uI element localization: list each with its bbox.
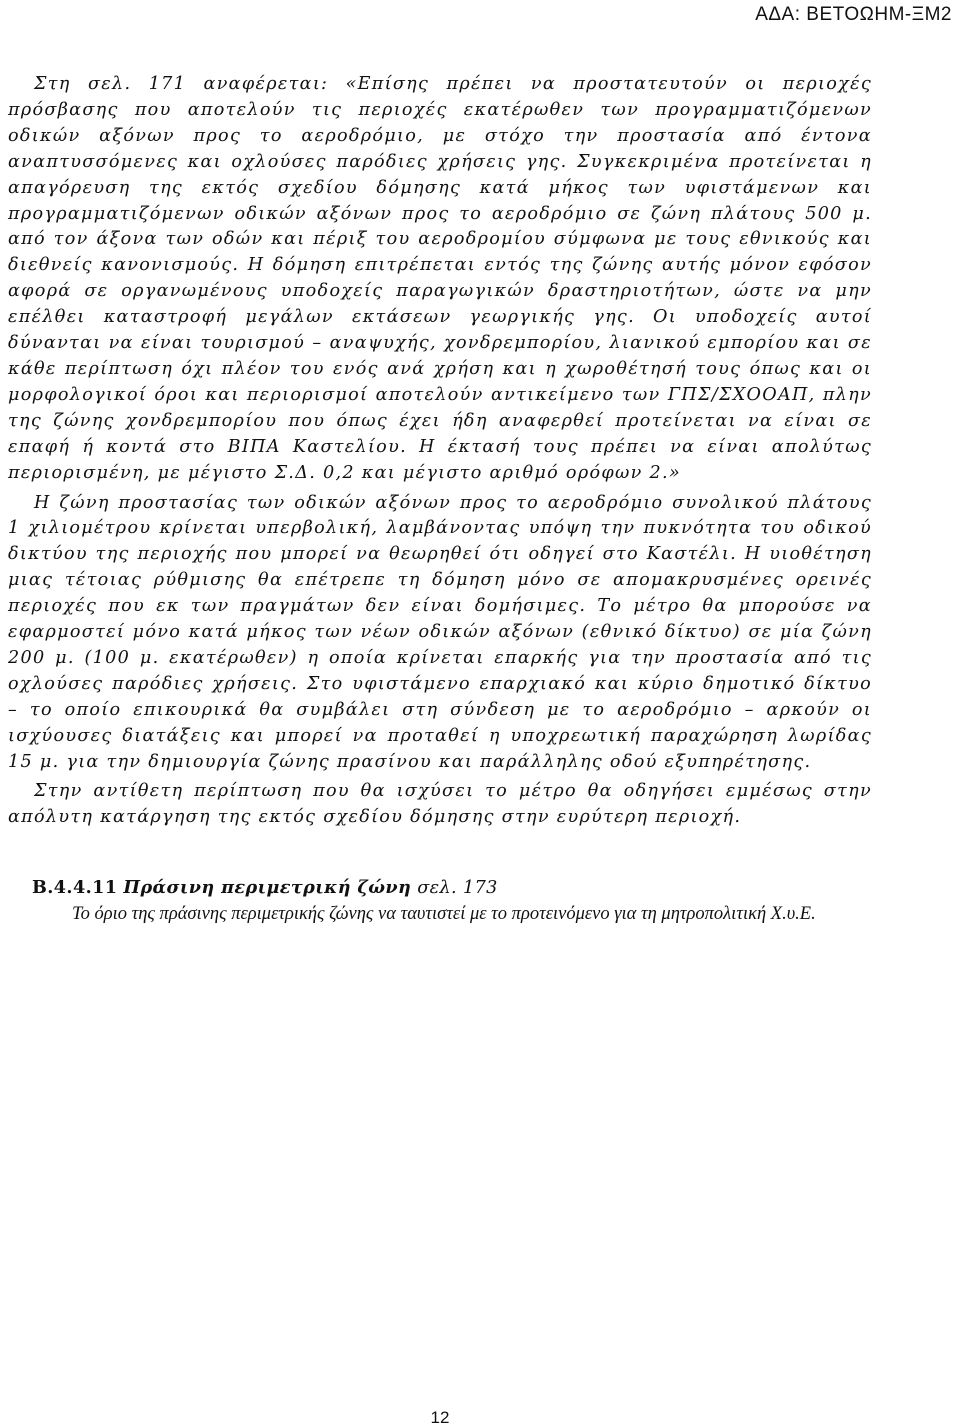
commentary-paragraph: Η ζώνη προστασίας των οδικών αξόνων προς το αεροδρόμιο συνολικού πλάτους 1 χιλιομέτρου κρίνεται υπερβολική, λαμβάνοντας υπόψη την πυκνότητα του οδικού δικτύου της περιοχής που μπορεί να θεωρηθεί ότι οδηγεί στο Καστέλι. Η υιοθέτηση μιας τέτοιας ρύθμισης θα επέτρεπε τη δόμηση μόνο σε απομακρυσμένες ορεινές περιοχές που εκ των πραγμάτων δεν είναι δομήσιμες. Το μέτρο θα μπορούσε να εφαρμοστεί μόνο κατά μήκος των νέων οδικών αξόνων (εθνικό δίκτυο) σε μία ζώνη 200 μ. (100 μ. εκατέρωθεν) η οποία κρίνεται επαρκής για την προστασία από τις οχλούσες παρόδιες χρήσεις. Στο υφιστάμενο επαρχιακό και κύριο δημοτικό δίκτυο – το οποίο επικουρικά θα συμβάλει στη σύνδεση με το αεροδρόμιο – αρκούν οι ισχύουσες διατάξεις και μπορεί να προταθεί η υποχρεωτική παραχώρηση λωρίδας 15 μ. για την δημιουργία ζώνης πρασίνου και παράλληλης οδού εξυπηρέτησης.: [8, 492, 872, 772]
section-body-text: Το όριο της πράσινης περιμετρικής ζώνης να ταυτιστεί με το προτεινόμενο για τη μητροπολιτική Χ.υ.Ε.: [72, 904, 816, 925]
quoted-passage-paragraph: Στη σελ. 171 αναφέρεται: «Επίσης πρέπει να προστατευτούν οι περιοχές πρόσβασης που αποτελούν τις περιοχές εκατέρωθεν των προγραμματιζόμενων οδικών αξόνων προς το αεροδρόμιο, με στόχο την προστασία από έντονα αναπτυσσόμενες και οχλούσες παρόδιες χρήσεις γης. Συγκεκριμένα προτείνεται η απαγόρευση της εκτός σχεδίου δόμησης κατά μήκος των υφιστάμενων και προγραμματιζόμενων οδικών αξόνων προς το αεροδρόμιο σε ζώνη πλάτους 500 μ. από τον άξονα των οδών και πέριξ του αεροδρομίου σύμφωνα με τους εθνικούς και διεθνείς κανονισμούς. Η δόμηση επιτρέπεται εντός της ζώνης αυτής μόνον εφόσον αφορά σε οργανωμένους υποδοχείς παραγωγικών δραστηριοτήτων, ώστε να μην επέλθει καταστροφή μεγάλων εκτάσεων γεωργικής γης. Οι υποδοχείς αυτοί δύνανται να είναι τουρισμού – αναψυχής, χονδρεμπορίου, λιανικού εμπορίου και σε κάθε περίπτωση όχι πλέον του ενός ανά χρήση και η χωροθέτησή τους όπως και οι μορφολογικοί όροι και περιορισμοί αποτελούν αντικείμενο των ΓΠΣ/ΣΧΟΟΑΠ, πλην της ζώνης χονδρεμπορίου που όπως έχει ήδη αναφερθεί προτείνεται να είναι σε επαφή ή κοντά στο ΒΙΠΑ Καστελίου. Η έκτασή τους πρέπει να είναι απολύτως περιορισμένη, με μέγιστο Σ.Δ. 0,2 και μέγιστο αριθμό ορόφων 2.»: [8, 74, 872, 483]
document-page: [8, 72, 872, 928]
section-page-reference: σελ. 173: [417, 878, 498, 899]
section-heading: [8, 875, 872, 902]
ada-document-code: ΑΔΑ: ΒΕΤΟΩΗΜ-ΞΜ2: [755, 4, 952, 25]
conclusion-paragraph: Στην αντίθετη περίπτωση που θα ισχύσει το μέτρο θα οδηγήσει εμμέσως στην απόλυτη κατάργηση της εκτός σχεδίου δόμησης στην ευρύτερη περιοχή.: [8, 781, 872, 828]
green-perimeter-zone-section: [8, 875, 872, 928]
section-code: Β.4.4.11: [32, 877, 118, 899]
page-number: 12: [430, 1408, 450, 1427]
section-title: Πράσινη περιμετρική ζώνη: [123, 877, 412, 899]
